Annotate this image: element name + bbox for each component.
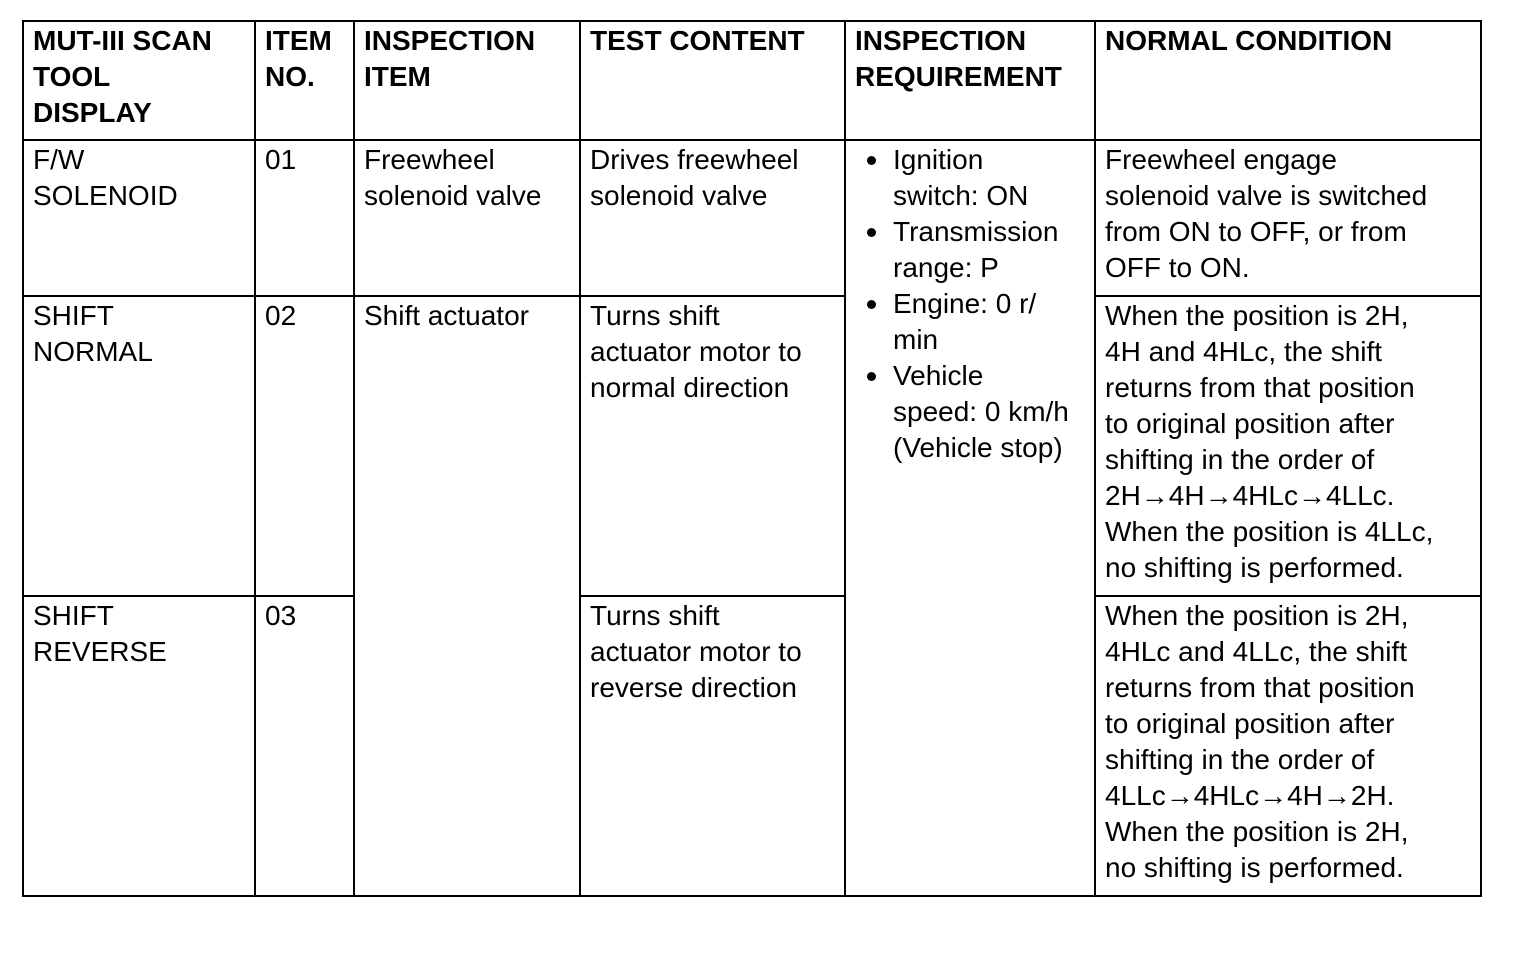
header-normal-condition: NORMAL CONDITION — [1095, 21, 1481, 140]
cell-normal-condition: When the position is 2H, 4H and 4HLc, the shift returns from that position to original position after shifting in the order of 2H→4H→4HLc→4LLc. When the position is 4LLc, no shifting is performed. — [1095, 296, 1481, 596]
header-item-no: ITEM NO. — [255, 21, 354, 140]
cell-test-content: Turns shift actuator motor to normal direction — [580, 296, 845, 596]
cell-scan-tool-display: SHIFT NORMAL — [23, 296, 255, 596]
table-header-row — [23, 21, 1481, 140]
cell-test-content: Drives freewheel solenoid valve — [580, 140, 845, 296]
cell-normal-condition: When the position is 2H, 4HLc and 4LLc, the shift returns from that position to original position after shifting in the order of 4LLc→4HLc→4H→2H. When the position is 2H, no shifting is performed. — [1095, 596, 1481, 896]
cell-item-no: 02 — [255, 296, 354, 596]
requirement-item: Vehicle speed: 0 km/h (Vehicle stop) — [893, 358, 1086, 466]
header-test-content: TEST CONTENT — [580, 21, 845, 140]
requirement-item: Transmission range: P — [893, 214, 1086, 286]
cell-item-no: 03 — [255, 596, 354, 896]
table-row — [23, 596, 1481, 896]
table-row — [23, 296, 1481, 596]
cell-inspection-item: Shift actuator — [354, 296, 580, 896]
header-scan-tool-display: MUT-III SCAN TOOL DISPLAY — [23, 21, 255, 140]
requirement-item: Engine: 0 r/ min — [893, 286, 1086, 358]
header-inspection-requirement: INSPECTION REQUIREMENT — [845, 21, 1095, 140]
cell-scan-tool-display: F/W SOLENOID — [23, 140, 255, 296]
cell-scan-tool-display: SHIFT REVERSE — [23, 596, 255, 896]
cell-item-no: 01 — [255, 140, 354, 296]
requirement-list — [855, 142, 1086, 466]
cell-test-content: Turns shift actuator motor to reverse direction — [580, 596, 845, 896]
cell-normal-condition: Freewheel engage solenoid valve is switched from ON to OFF, or from OFF to ON. — [1095, 140, 1481, 296]
actuator-test-table — [22, 20, 1482, 897]
table-row — [23, 140, 1481, 296]
header-inspection-item: INSPECTION ITEM — [354, 21, 580, 140]
cell-inspection-item: Freewheel solenoid valve — [354, 140, 580, 296]
cell-inspection-requirement — [845, 140, 1095, 896]
requirement-item: Ignition switch: ON — [893, 142, 1086, 214]
